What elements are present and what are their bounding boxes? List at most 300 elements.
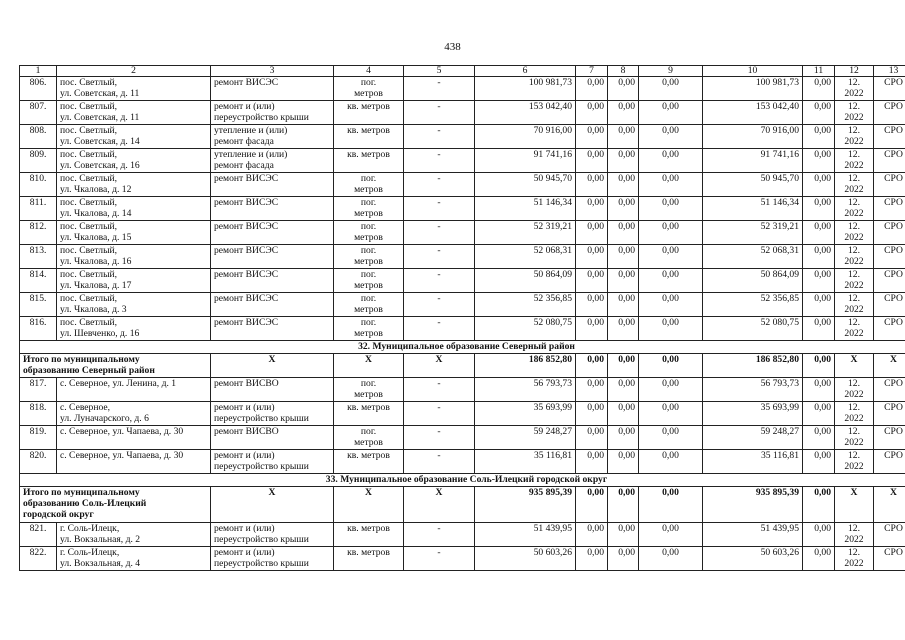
other-funds-cell: 0,00 [803,221,835,245]
work-type-cell [211,125,334,149]
cell-line: ремонт ВИСЭС [214,77,279,88]
volume-cell: - [404,269,475,293]
subtotal-c3: Х [211,487,334,523]
cell-line: пос. Светлый, [60,317,118,328]
capital-repair-table [19,65,905,571]
address-cell [57,125,211,149]
subtotal-c11: 0,00 [803,487,835,523]
deadline-cell [835,125,874,149]
cell-line: 2022 [844,208,864,219]
cell-line: пос. Светлый, [60,125,118,136]
cell-line: ремонт фасада [214,160,274,171]
work-type-cell [211,378,334,402]
volume-cell: - [404,149,475,173]
column-number-row [20,66,905,77]
work-type-cell [211,426,334,450]
subtotal-c3: Х [211,354,334,378]
other-funds-cell: 0,00 [803,101,835,125]
section-heading-row [20,341,905,354]
other-funds-cell: 0,00 [803,197,835,221]
column-number: 4 [334,66,404,77]
unit-cell [334,197,404,221]
address-cell [57,197,211,221]
deadline-cell [835,293,874,317]
deadline-cell [835,221,874,245]
cell-line: с. Северное, ул. Чапаева, д. 30 [60,426,184,437]
subtotal-c11: 0,00 [803,354,835,378]
column-number: 11 [803,66,835,77]
column-number: 1 [20,66,57,77]
cell-line: 12. [848,523,860,534]
table-row [20,523,905,547]
address-cell [57,149,211,173]
owners-funds-cell: 70 916,00 [703,125,803,149]
regional-budget-cell: 0,00 [608,426,639,450]
cell-line: кв. метров [347,402,390,413]
fund-cell: 0,00 [576,378,608,402]
cell-line: пос. Светлый, [60,101,118,112]
unit-cell [334,245,404,269]
cell-line: ул. Чкалова, д. 16 [60,256,132,267]
deadline-cell [835,269,874,293]
owners-funds-cell: 51 146,34 [703,197,803,221]
column-number: 5 [404,66,475,77]
cell-line: ул. Чкалова, д. 14 [60,208,132,219]
other-funds-cell: 0,00 [803,149,835,173]
address-cell [57,317,211,341]
table-row [20,101,905,125]
work-type-cell [211,402,334,426]
regional-budget-cell: 0,00 [608,125,639,149]
column-number: 12 [835,66,874,77]
contractor-cell: СРО [874,269,905,293]
address-cell [57,450,211,474]
local-budget-cell: 0,00 [639,173,703,197]
total-cost-cell: 70 916,00 [475,125,576,149]
deadline-cell [835,101,874,125]
cell-line: кв. метров [347,547,390,558]
cell-line: ремонт и (или) [214,547,275,558]
owners-funds-cell: 50 864,09 [703,269,803,293]
cell-line: ул. Советская, д. 16 [60,160,140,171]
cell-line: ремонт ВИСЭС [214,197,279,208]
deadline-cell [835,317,874,341]
fund-cell: 0,00 [576,221,608,245]
cell-line: ул. Вокзальная, д. 2 [60,534,141,545]
total-cost-cell: 51 439,95 [475,523,576,547]
cell-line: 12. [848,197,860,208]
cell-line: 2022 [844,558,864,569]
subtotal-c9: 0,00 [639,354,703,378]
cell-line: 2022 [844,160,864,171]
row-number: 819. [20,426,57,450]
table-row [20,221,905,245]
cell-line: 2022 [844,304,864,315]
work-type-cell [211,547,334,571]
cell-line: 12. [848,149,860,160]
row-number: 818. [20,402,57,426]
regional-budget-cell: 0,00 [608,221,639,245]
subtotal-c6: 935 895,39 [475,487,576,523]
cell-line: метров [354,88,383,99]
owners-funds-cell: 50 945,70 [703,173,803,197]
row-number: 809. [20,149,57,173]
other-funds-cell: 0,00 [803,245,835,269]
contractor-cell: СРО [874,197,905,221]
cell-line: переустройство крыши [214,534,309,545]
cell-line: 12. [848,245,860,256]
work-type-cell [211,317,334,341]
cell-line: 2022 [844,88,864,99]
deadline-cell [835,378,874,402]
total-cost-cell: 52 080,75 [475,317,576,341]
cell-line: ремонт и (или) [214,402,275,413]
cell-line: пог. [360,221,377,232]
cell-line: Итого по муниципальному [23,487,140,498]
cell-line: пог. [360,293,377,304]
fund-cell: 0,00 [576,269,608,293]
cell-line: переустройство крыши [214,558,309,569]
row-number: 810. [20,173,57,197]
other-funds-cell: 0,00 [803,317,835,341]
row-number: 820. [20,450,57,474]
regional-budget-cell: 0,00 [608,149,639,173]
table-row [20,450,905,474]
volume-cell: - [404,547,475,571]
local-budget-cell: 0,00 [639,402,703,426]
column-number: 6 [475,66,576,77]
address-cell [57,426,211,450]
unit-cell [334,101,404,125]
regional-budget-cell: 0,00 [608,402,639,426]
cell-line: с. Северное, ул. Чапаева, д. 30 [60,450,184,461]
other-funds-cell: 0,00 [803,426,835,450]
subtotal-label [20,487,211,523]
cell-line: ремонт фасада [214,136,274,147]
work-type-cell [211,450,334,474]
address-cell [57,101,211,125]
cell-line: ремонт ВИСЭС [214,317,279,328]
page-number: 438 [444,41,461,53]
cell-line: г. Соль-Илецк, [60,547,120,558]
cell-line: метров [354,280,383,291]
row-number: 815. [20,293,57,317]
cell-line: метров [354,328,383,339]
section-heading: 33. Муниципальное образование Соль-Илецкий городской округ [20,474,905,487]
cell-line: утепление и (или) [214,149,288,160]
row-number: 812. [20,221,57,245]
other-funds-cell: 0,00 [803,378,835,402]
cell-line: пос. Светлый, [60,245,118,256]
row-number: 806. [20,77,57,101]
deadline-cell [835,450,874,474]
regional-budget-cell: 0,00 [608,77,639,101]
table-row [20,173,905,197]
fund-cell: 0,00 [576,125,608,149]
work-type-cell [211,221,334,245]
subtotal-c13: Х [874,354,905,378]
contractor-cell: СРО [874,378,905,402]
subtotal-c4: Х [334,354,404,378]
local-budget-cell: 0,00 [639,77,703,101]
volume-cell: - [404,173,475,197]
fund-cell: 0,00 [576,101,608,125]
volume-cell: - [404,101,475,125]
contractor-cell: СРО [874,245,905,269]
total-cost-cell: 50 603,26 [475,547,576,571]
contractor-cell: СРО [874,149,905,173]
owners-funds-cell: 50 603,26 [703,547,803,571]
address-cell [57,245,211,269]
total-cost-cell: 91 741,16 [475,149,576,173]
local-budget-cell: 0,00 [639,317,703,341]
deadline-cell [835,523,874,547]
work-type-cell [211,245,334,269]
address-cell [57,402,211,426]
total-cost-cell: 50 945,70 [475,173,576,197]
cell-line: 2022 [844,534,864,545]
cell-line: пос. Светлый, [60,77,118,88]
cell-line: пог. [360,317,377,328]
unit-cell [334,547,404,571]
unit-cell [334,77,404,101]
subtotal-c7: 0,00 [576,354,608,378]
row-number: 813. [20,245,57,269]
cell-line: ремонт ВИСВО [214,378,279,389]
owners-funds-cell: 52 356,85 [703,293,803,317]
cell-line: метров [354,256,383,267]
table-row [20,77,905,101]
fund-cell: 0,00 [576,402,608,426]
contractor-cell: СРО [874,402,905,426]
total-cost-cell: 100 981,73 [475,77,576,101]
other-funds-cell: 0,00 [803,547,835,571]
cell-line: 12. [848,293,860,304]
table-row [20,245,905,269]
table-body [20,66,905,571]
unit-cell [334,523,404,547]
deadline-cell [835,402,874,426]
work-type-cell [211,173,334,197]
address-cell [57,269,211,293]
cell-line: с. Северное, [60,402,111,413]
owners-funds-cell: 51 439,95 [703,523,803,547]
table-row [20,197,905,221]
volume-cell: - [404,77,475,101]
total-cost-cell: 35 693,99 [475,402,576,426]
fund-cell: 0,00 [576,173,608,197]
local-budget-cell: 0,00 [639,125,703,149]
cell-line: метров [354,184,383,195]
cell-line: ул. Чкалова, д. 17 [60,280,132,291]
cell-line: ул. Шевченко, д. 16 [60,328,140,339]
cell-line: ремонт ВИСЭС [214,173,279,184]
fund-cell: 0,00 [576,547,608,571]
row-number: 811. [20,197,57,221]
table-row [20,426,905,450]
volume-cell: - [404,402,475,426]
cell-line: 12. [848,378,860,389]
cell-line: ремонт ВИСЭС [214,293,279,304]
work-type-cell [211,293,334,317]
subtotal-c8: 0,00 [608,487,639,523]
column-number: 8 [608,66,639,77]
table-row [20,149,905,173]
other-funds-cell: 0,00 [803,450,835,474]
volume-cell: - [404,125,475,149]
table-row [20,402,905,426]
cell-line: 2022 [844,136,864,147]
volume-cell: - [404,450,475,474]
cell-line: г. Соль-Илецк, [60,523,120,534]
owners-funds-cell: 100 981,73 [703,77,803,101]
table-row [20,293,905,317]
contractor-cell: СРО [874,221,905,245]
row-number: 822. [20,547,57,571]
unit-cell [334,317,404,341]
subtotal-label [20,354,211,378]
cell-line: ул. Чкалова, д. 3 [60,304,127,315]
column-number: 7 [576,66,608,77]
volume-cell: - [404,293,475,317]
cell-line: пос. Светлый, [60,293,118,304]
table-row [20,125,905,149]
total-cost-cell: 52 356,85 [475,293,576,317]
fund-cell: 0,00 [576,245,608,269]
cell-line: пос. Светлый, [60,149,118,160]
volume-cell: - [404,197,475,221]
contractor-cell: СРО [874,547,905,571]
contractor-cell: СРО [874,450,905,474]
local-budget-cell: 0,00 [639,269,703,293]
subtotal-row [20,354,905,378]
owners-funds-cell: 52 080,75 [703,317,803,341]
cell-line: ул. Советская, д. 14 [60,136,140,147]
cell-line: ремонт и (или) [214,450,275,461]
cell-line: утепление и (или) [214,125,288,136]
local-budget-cell: 0,00 [639,293,703,317]
cell-line: кв. метров [347,101,390,112]
deadline-cell [835,197,874,221]
cell-line: кв. метров [347,450,390,461]
owners-funds-cell: 52 319,21 [703,221,803,245]
cell-line: пог. [360,197,377,208]
local-budget-cell: 0,00 [639,245,703,269]
cell-line: 2022 [844,328,864,339]
cell-line: 2022 [844,232,864,243]
address-cell [57,547,211,571]
contractor-cell: СРО [874,77,905,101]
cell-line: ремонт ВИСЭС [214,245,279,256]
cell-line: кв. метров [347,125,390,136]
cell-line: пос. Светлый, [60,173,118,184]
subtotal-c5: Х [404,354,475,378]
cell-line: с. Северное, ул. Ленина, д. 1 [60,378,177,389]
cell-line: ул. Чкалова, д. 15 [60,232,132,243]
cell-line: 12. [848,101,860,112]
regional-budget-cell: 0,00 [608,245,639,269]
subtotal-c10: 186 852,80 [703,354,803,378]
local-budget-cell: 0,00 [639,101,703,125]
table-row [20,547,905,571]
cell-line: 12. [848,125,860,136]
fund-cell: 0,00 [576,197,608,221]
regional-budget-cell: 0,00 [608,523,639,547]
section-heading-row [20,474,905,487]
cell-line: пог. [360,173,377,184]
column-number: 2 [57,66,211,77]
owners-funds-cell: 91 741,16 [703,149,803,173]
contractor-cell: СРО [874,317,905,341]
contractor-cell: СРО [874,293,905,317]
cell-line: 12. [848,450,860,461]
owners-funds-cell: 59 248,27 [703,426,803,450]
owners-funds-cell: 153 042,40 [703,101,803,125]
section-heading: 32. Муниципальное образование Северный район [20,341,905,354]
cell-line: переустройство крыши [214,461,309,472]
column-number: 9 [639,66,703,77]
deadline-cell [835,149,874,173]
volume-cell: - [404,523,475,547]
table-row [20,317,905,341]
row-number: 821. [20,523,57,547]
cell-line: ул. Советская, д. 11 [60,112,140,123]
volume-cell: - [404,221,475,245]
local-budget-cell: 0,00 [639,197,703,221]
cell-line: 12. [848,402,860,413]
address-cell [57,173,211,197]
cell-line: пос. Светлый, [60,197,118,208]
other-funds-cell: 0,00 [803,402,835,426]
total-cost-cell: 52 319,21 [475,221,576,245]
unit-cell [334,426,404,450]
work-type-cell [211,101,334,125]
cell-line: образованию Соль-Илецкий [23,498,147,509]
unit-cell [334,402,404,426]
unit-cell [334,378,404,402]
volume-cell: - [404,426,475,450]
table-row [20,378,905,402]
contractor-cell: СРО [874,173,905,197]
unit-cell [334,125,404,149]
cell-line: метров [354,437,383,448]
unit-cell [334,293,404,317]
cell-line: ремонт ВИСЭС [214,269,279,280]
fund-cell: 0,00 [576,293,608,317]
deadline-cell [835,173,874,197]
cell-line: пог. [360,269,377,280]
owners-funds-cell: 35 116,81 [703,450,803,474]
cell-line: Итого по муниципальному [23,354,140,365]
cell-line: метров [354,208,383,219]
cell-line: ремонт ВИСЭС [214,221,279,232]
cell-line: 12. [848,547,860,558]
unit-cell [334,149,404,173]
fund-cell: 0,00 [576,77,608,101]
fund-cell: 0,00 [576,450,608,474]
total-cost-cell: 59 248,27 [475,426,576,450]
cell-line: городской округ [23,509,94,520]
owners-funds-cell: 35 693,99 [703,402,803,426]
row-number: 807. [20,101,57,125]
owners-funds-cell: 56 793,73 [703,378,803,402]
cell-line: 12. [848,426,860,437]
cell-line: ремонт и (или) [214,101,275,112]
column-number: 10 [703,66,803,77]
cell-line: ул. Луначарского, д. 6 [60,413,149,424]
address-cell [57,523,211,547]
regional-budget-cell: 0,00 [608,197,639,221]
